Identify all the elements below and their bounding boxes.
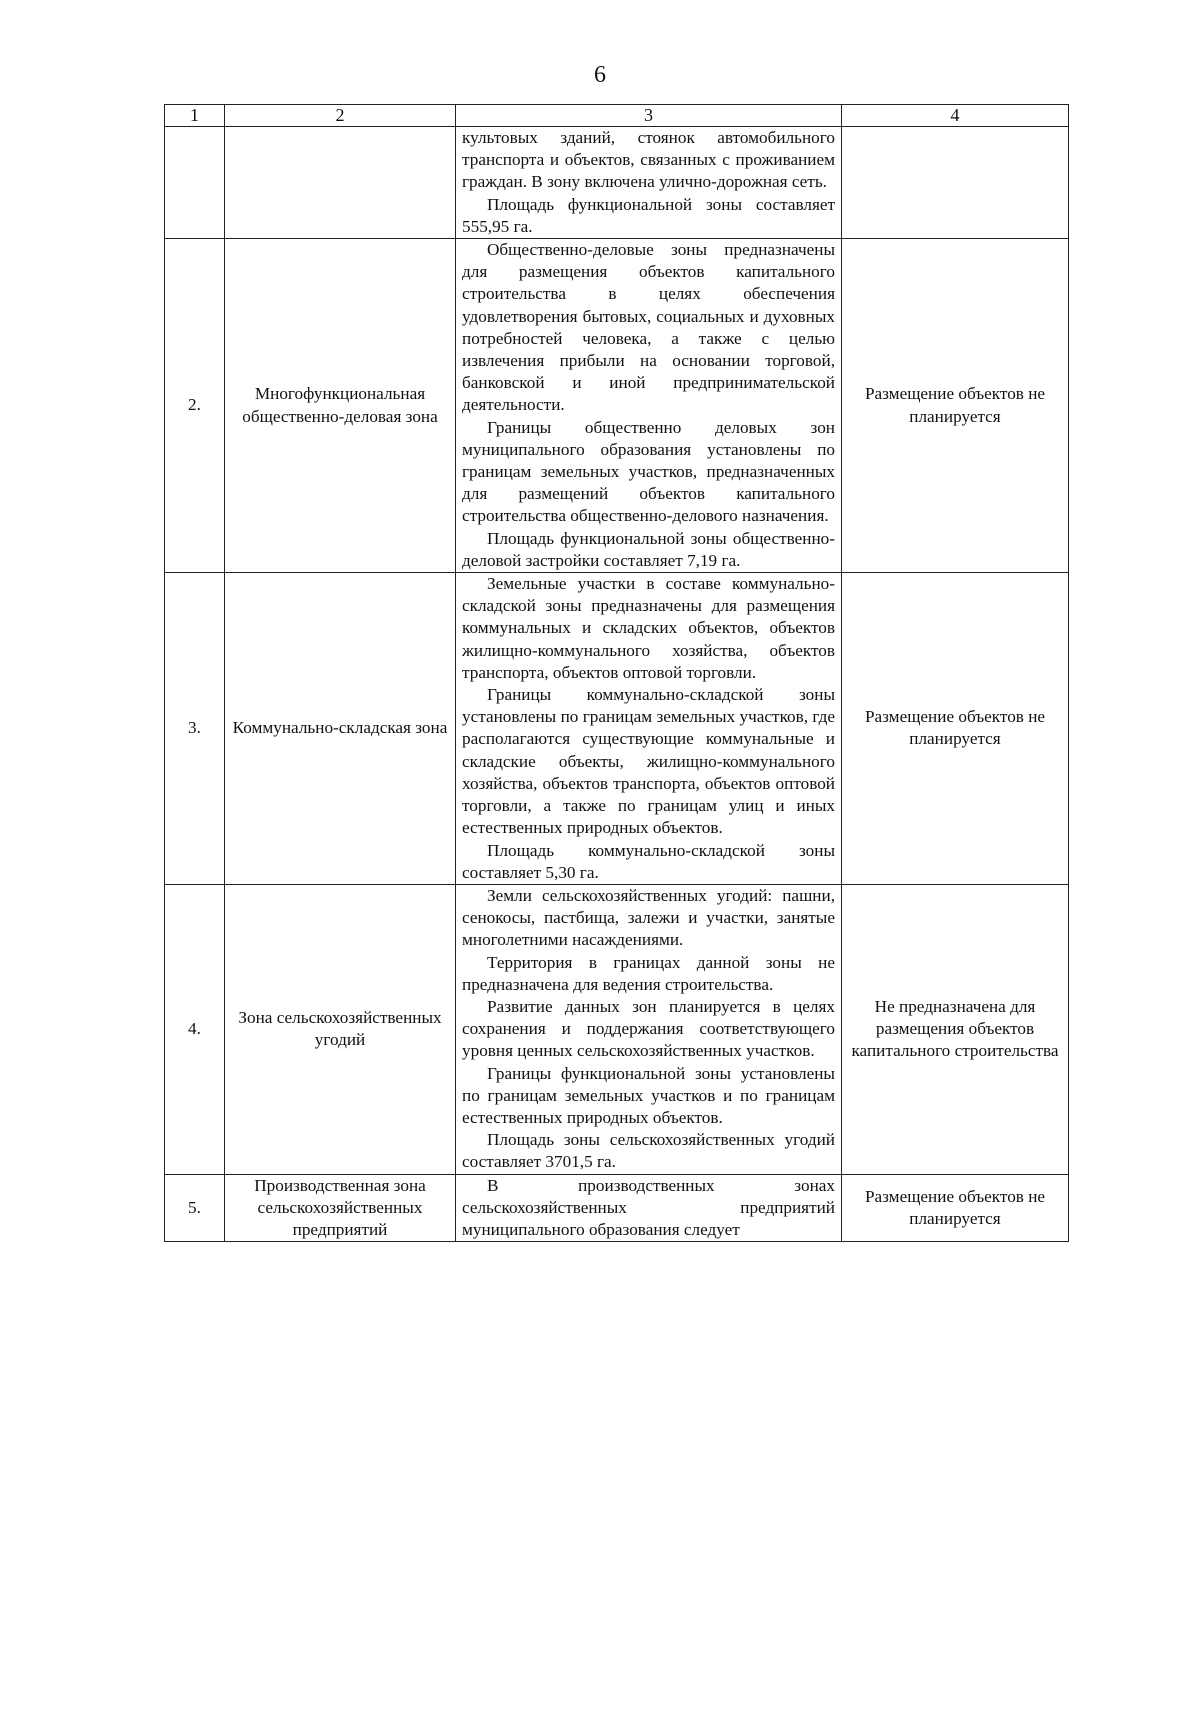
description-paragraph: Площадь зоны сельскохозяйственных угодий составляет 3701,5 га. bbox=[462, 1130, 835, 1172]
description-paragraph: Границы общественно деловых зон муниципального образования установлены по границам земельных участков, предназначенных для размещений объектов капитального строительства общественно-делового назначения. bbox=[462, 417, 835, 526]
row-number bbox=[165, 127, 225, 239]
zone-description bbox=[456, 127, 842, 239]
zone-note: Размещение объектов не планируется bbox=[842, 1174, 1069, 1242]
description-paragraph: Общественно-деловые зоны предназначены для размещения объектов капитального строительства в целях обеспечения удовлетворения бытовых, социальных и духовных потребностей человека, а также с целью извлечения прибыли на основании торговой, банковской и иной предпринимательской деятельности. bbox=[462, 240, 835, 415]
page-number: 6 bbox=[594, 62, 606, 88]
row-number: 2. bbox=[165, 239, 225, 573]
zone-name: Коммунально-складская зона bbox=[225, 573, 456, 885]
row-number: 3. bbox=[165, 573, 225, 885]
zone-name: Многофункциональная общественно-деловая зона bbox=[225, 239, 456, 573]
description-paragraph: культовых зданий, стоянок автомобильного транспорта и объектов, связанных с проживанием граждан. В зону включена улично-дорожная сеть. bbox=[462, 128, 835, 192]
header-cell-1: 1 bbox=[165, 105, 225, 127]
zone-name: Зона сельскохозяйственных угодий bbox=[225, 884, 456, 1174]
zone-description bbox=[456, 884, 842, 1174]
description-paragraph: Земельные участки в составе коммунально-складской зоны предназначены для размещения коммунальных и складских объектов, объектов жилищно-коммунального хозяйства, объектов транспорта, объектов оптовой торговли. bbox=[462, 574, 835, 682]
description-paragraph: Земли сельскохозяйственных угодий: пашни, сенокосы, пастбища, залежи и участки, занятые многолетними насаждениями. bbox=[462, 885, 835, 950]
zone-name bbox=[225, 127, 456, 239]
row-number: 4. bbox=[165, 884, 225, 1174]
table-row bbox=[165, 127, 1069, 239]
row-number: 5. bbox=[165, 1174, 225, 1242]
zone-description bbox=[456, 1174, 842, 1242]
header-cell-3: 3 bbox=[456, 105, 842, 127]
description-paragraph: Развитие данных зон планируется в целях сохранения и поддержания соответствующего уровня ценных сельскохозяйственных участков. bbox=[462, 996, 835, 1061]
description-paragraph: Границы коммунально-складской зоны установлены по границам земельных участков, где располагаются существующие коммунальные и складские объекты, жилищно-коммунального хозяйства, объектов транспорта, объектов оптовой торговли, а также по границам улиц и иных естественных природных объектов. bbox=[462, 685, 835, 838]
header-cell-4: 4 bbox=[842, 105, 1069, 127]
description-paragraph: Территория в границах данной зоны не предназначена для ведения строительства. bbox=[462, 952, 835, 994]
zone-note: Размещение объектов не планируется bbox=[842, 239, 1069, 573]
table-row bbox=[165, 1174, 1069, 1242]
zone-name: Производственная зона сельскохозяйственных предприятий bbox=[225, 1174, 456, 1242]
table-row bbox=[165, 573, 1069, 885]
table-row bbox=[165, 239, 1069, 573]
zone-note: Не предназначена для размещения объектов капитального строительства bbox=[842, 884, 1069, 1174]
zone-description bbox=[456, 239, 842, 573]
table-header-row bbox=[165, 105, 1069, 127]
header-cell-2: 2 bbox=[225, 105, 456, 127]
table-row bbox=[165, 884, 1069, 1174]
description-paragraph: Границы функциональной зоны установлены по границам земельных участков и по границам естественных природных объектов. bbox=[462, 1063, 835, 1127]
description-paragraph: В производственных зонах сельскохозяйственных предприятий муниципального образования следует bbox=[462, 1175, 835, 1239]
description-paragraph: Площадь функциональной зоны составляет 555,95 га. bbox=[462, 194, 835, 236]
description-paragraph: Площадь функциональной зоны общественно-деловой застройки составляет 7,19 га. bbox=[462, 528, 835, 570]
zone-description bbox=[456, 573, 842, 885]
description-paragraph: Площадь коммунально-складской зоны составляет 5,30 га. bbox=[462, 840, 835, 882]
zone-note: Размещение объектов не планируется bbox=[842, 573, 1069, 885]
functional-zones-table bbox=[164, 104, 1069, 1242]
zone-note bbox=[842, 127, 1069, 239]
